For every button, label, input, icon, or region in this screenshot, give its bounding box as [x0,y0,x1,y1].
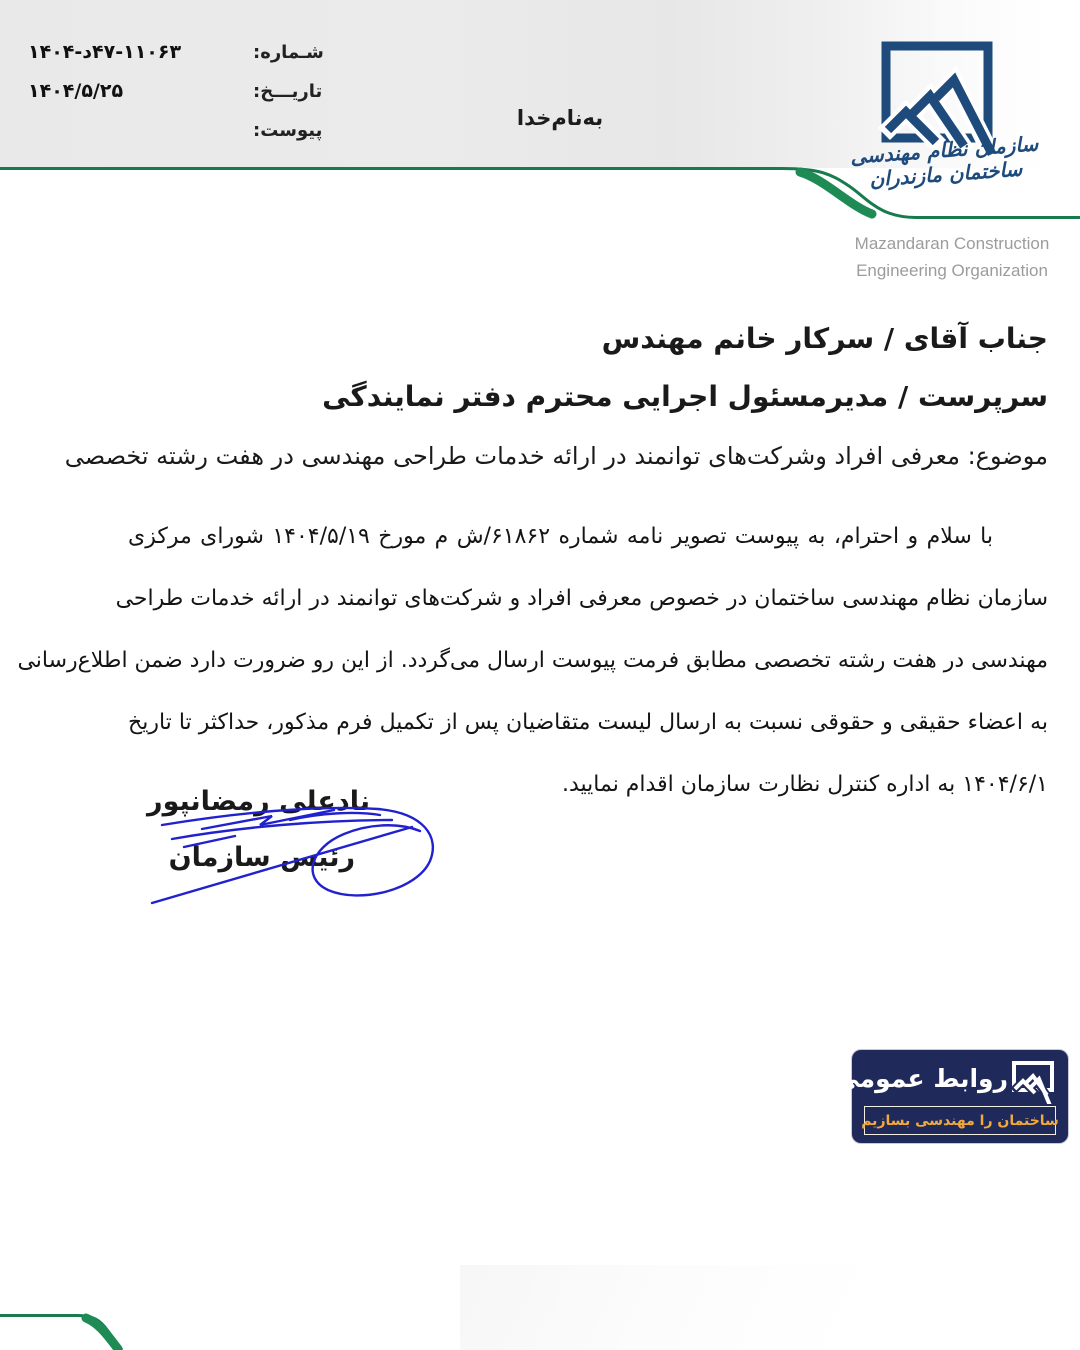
footer-green-swoosh [0,1260,300,1350]
number-value [28,41,228,63]
attachment-label: پیوست: [253,120,323,141]
body-line-5: ۱۴۰۴/۶/۱ به اداره کنترل نظارت سازمان اقدام نمایید. [561,772,1048,797]
badge-title: روابط عمومی [834,1064,1008,1093]
addressee-line2: سرپرست / مدیرمسئول اجرایی محترم دفتر نمایندگی [322,380,1048,413]
footer-gradient [460,1265,1080,1350]
number-label: شـماره: [253,42,324,63]
badge-logo-icon [1010,1060,1056,1104]
number-value-text: ۱۴۰۴-د۴۷-۱۱۰۶۳ [28,41,182,63]
subject-line: موضوع: معرفی افراد وشرکت‌های توانمند در ارائه خدمات طراحی مهندسی در هفت رشته تخصصی [64,442,1048,470]
public-relations-badge [834,1050,1068,1143]
addressee-line1: جناب آقای / سرکار خانم مهندس [601,322,1048,355]
letter-body [17,506,1048,816]
body-line-3: مهندسی در هفت رشته تخصصی مطابق فرمت پیوست ارسال می‌گردد. از این رو ضرورت دارد ضمن اطلاع‌رسانی [17,648,1048,673]
organization-name-fa: سازمان نظام مهندسی ساختمان مازندران [849,131,1039,192]
organization-name-en-line1: Mazandaran Construction [854,234,1050,253]
bismillah-text: به‌نام‌خدا [516,106,604,130]
organization-name-en-line2: Engineering Organization [856,261,1048,280]
body-line-2: سازمان نظام مهندسی ساختمان در خصوص معرفی افراد و شرکت‌های توانمند در ارائه خدمات طراحی [115,586,1048,611]
date-label: تاریـــخ: [253,81,323,102]
handwritten-signature [140,785,450,910]
signer-name: نادعلی رمضانپور [147,786,370,817]
signer-title: رئیس سازمان [168,842,355,873]
date-value: ۱۴۰۴/۵/۲۵ [28,80,124,102]
body-line-4: به اعضاء حقیقی و حقوقی نسبت به ارسال لیست متقاضیان پس از تکمیل فرم مذکور، حداکثر تا تاریخ [128,710,1048,735]
organization-name-en [852,230,1052,284]
badge-slogan: ساختمان را مهندسی بسازیم [861,1112,1059,1129]
body-line-1: با سلام و احترام، به پیوست تصویر نامه شماره ۶۱۸۶۲/ش م مورخ ۱۴۰۴/۵/۱۹ شورای مرکزی [128,524,994,549]
badge-slogan-box [861,1106,1059,1135]
